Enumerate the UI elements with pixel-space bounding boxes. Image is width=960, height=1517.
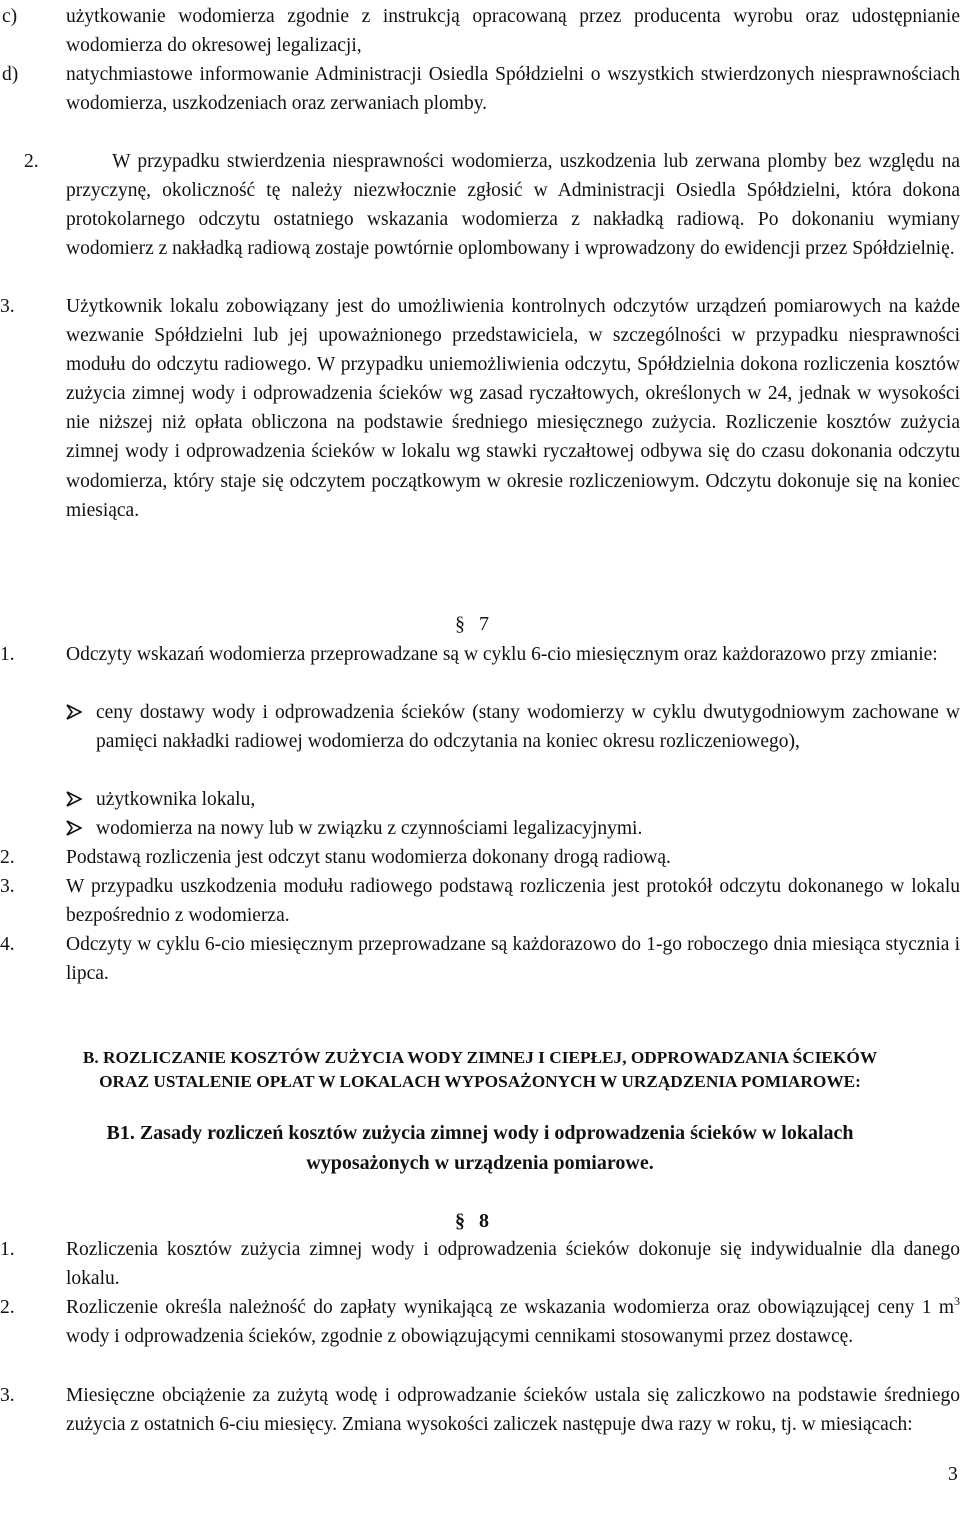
bullet-text: ceny dostawy wody i odprowadzenia ścieków (stany wodomierzy w cyklu dwutygodniowym zachowane w pamięci nakładki radiowej wodomierza do odczytania na koniec okresu rozliczeniowego), — [96, 702, 960, 753]
paragraph-text: Odczyty w cyklu 6-cio miesięcznym przeprowadzane są każdorazowo do 1-go roboczego dnia miesiąca stycznia i lipca. — [66, 934, 960, 985]
arrow-bullet-icon — [66, 820, 82, 836]
paragraph-text: W przypadku stwierdzenia niesprawności wodomierza, uszkodzenia lub zerwana plomby bez względu na przyczynę, okoliczność tę należy niezwłocznie zgłosić w Administracji Osiedla Spółdzielni, która dokona protokolarnego odczytu ostatniego wskazania wodomierza z nakładką radiową. Po dokonaniu wymiany wodomierz z nakładką radiową zostaje powtórnie oplombowany i wprowadzony do ewidencji przez Spółdzielnię. — [66, 151, 960, 260]
bullet-item — [96, 785, 960, 814]
section-8-heading — [455, 1207, 515, 1236]
superscript: 3 — [954, 1293, 960, 1308]
s7-paragraph-3 — [0, 872, 960, 930]
list-marker: d) — [2, 64, 19, 85]
section-b1-heading-line-1: B1. Zasady rozliczeń kosztów zużycia zimnej wody i odprowadzenia ścieków w lokalach — [106, 1122, 854, 1144]
paragraph-number: 2. — [0, 847, 15, 868]
paragraph-number: 1. — [0, 644, 15, 665]
paragraph-text: Rozliczenia kosztów zużycia zimnej wody i odprowadzenia ścieków dokonuje się indywidualnie dla danego lokalu. — [66, 1239, 960, 1290]
s8-paragraph-3 — [0, 1381, 960, 1439]
bullet-text: użytkownika lokalu, — [96, 789, 256, 810]
paragraph-number: 4. — [0, 934, 15, 955]
s8-paragraph-1 — [0, 1235, 960, 1293]
paragraph-number: 2. — [24, 151, 39, 172]
s7-paragraph-1 — [0, 640, 960, 669]
arrow-bullet-icon — [66, 791, 82, 807]
list-item-c — [2, 2, 960, 60]
paragraph-text: W przypadku uszkodzenia modułu radiowego podstawą rozliczenia jest protokół odczytu dokonanego w lokalu bezpośrednio z wodomierza. — [66, 876, 960, 927]
bullet-item — [96, 814, 960, 843]
section-sign-icon: § — [455, 613, 465, 635]
section-sign-icon: § — [455, 1210, 465, 1232]
list-item-text: natychmiastowe informowanie Administracji Osiedla Spółdzielni o wszystkich stwierdzonych niesprawnościach wodomierza, uszkodzeniach oraz zerwaniach plomby. — [66, 64, 960, 115]
s7-paragraph-4 — [0, 930, 960, 988]
s8-paragraph-2 — [0, 1293, 960, 1351]
paragraph-2 — [24, 147, 960, 263]
paragraph-number: 1. — [0, 1239, 15, 1260]
section-number: 7 — [479, 613, 489, 635]
paragraph-number: 3. — [0, 1385, 15, 1406]
paragraph-3 — [0, 292, 960, 525]
list-marker: c) — [2, 6, 18, 27]
section-number: 8 — [479, 1210, 489, 1232]
paragraph-text: Użytkownik lokalu zobowiązany jest do umożliwienia kontrolnych odczytów urządzeń pomiarowych na każde wezwanie Spółdzielni lub jej upoważnionego przedstawiciela, w szczególności w przypadku niesprawności modułu do odczytu radiowego. W przypadku uniemożliwienia odczytu, Spółdzielnia dokona rozliczenia kosztów zużycia zimnej wody i odprowadzenia ścieków wg zasad ryczałtowych, określonych w 24, jednak w wysokości nie niższej niż opłata obliczona na podstawie średniego miesięcznego zużycia. Rozliczenie kosztów zużycia zimnej wody i odprowadzenia ścieków w lokalu wg stawki ryczałtowej odbywa się do czasu dokonania odczytu wodomierza, który staje się odczytem początkowym w okresie rozliczeniowym. Odczytu dokonuje się na koniec miesiąca. — [66, 296, 960, 521]
bullet-item — [96, 698, 960, 756]
list-item-d — [2, 60, 960, 118]
paragraph-text-start: Rozliczenie określa należność do zapłaty wynikającą ze wskazania wodomierza oraz obowiązującej ceny 1 m — [66, 1297, 954, 1318]
paragraph-text: Podstawą rozliczenia jest odczyt stanu wodomierza dokonany drogą radiową. — [66, 847, 671, 868]
list-item-text: użytkowanie wodomierza zgodnie z instrukcją opracowaną przez producenta wyrobu oraz udostępnianie wodomierza do okresowej legalizacji, — [66, 6, 960, 57]
paragraph-number: 3. — [0, 296, 15, 317]
s7-paragraph-2 — [0, 843, 960, 872]
section-b1-heading-line-2: wyposażonych w urządzenia pomiarowe. — [306, 1152, 654, 1174]
page-number: 3 — [948, 1464, 958, 1485]
paragraph-number: 2. — [0, 1297, 15, 1318]
arrow-bullet-icon — [66, 704, 82, 720]
paragraph-text: Miesięczne obciążenie za zużytą wodę i odprowadzanie ścieków ustala się zaliczkowo na podstawie średniego zużycia z ostatnich 6-ciu miesięcy. Zmiana wysokości zaliczek następuje dwa razy w roku, tj. w miesiącach: — [66, 1385, 960, 1436]
paragraph-text: Odczyty wskazań wodomierza przeprowadzane są w cyklu 6-cio miesięcznym oraz każdorazowo przy zmianie: — [66, 644, 938, 665]
bullet-text: wodomierza na nowy lub w związku z czynnościami legalizacyjnymi. — [96, 818, 643, 839]
paragraph-text-end: wody i odprowadzenia ścieków, zgodnie z obowiązującymi cennikami stosowanymi przez dostawcę. — [66, 1326, 854, 1348]
paragraph-number: 3. — [0, 876, 15, 897]
section-7-heading — [455, 610, 515, 639]
section-b-heading-line-2: ORAZ USTALENIE OPŁAT W LOKALACH WYPOSAŻONYCH W URZĄDZENIA POMIAROWE: — [99, 1072, 861, 1091]
section-b-heading-line-1: B. ROZLICZANIE KOSZTÓW ZUŻYCIA WODY ZIMNEJ I CIEPŁEJ, ODPROWADZANIA ŚCIEKÓW — [82, 1048, 878, 1067]
